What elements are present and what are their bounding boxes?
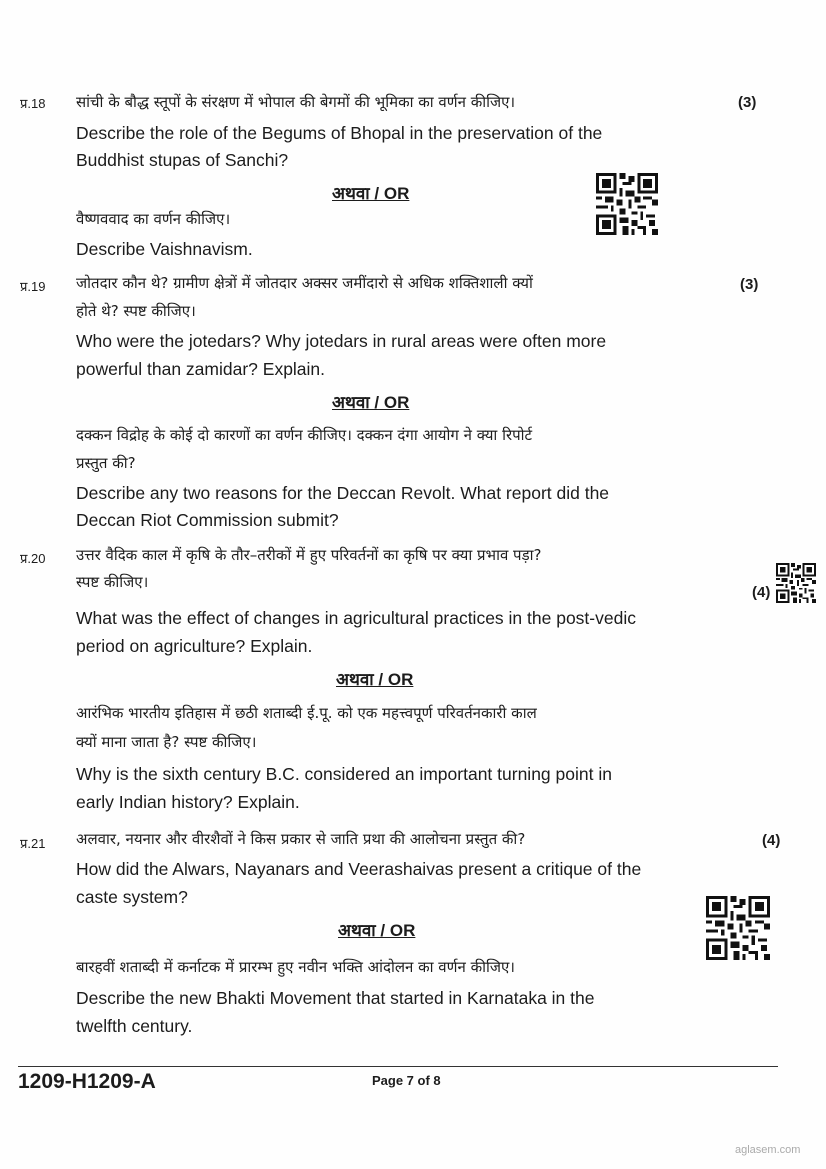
question-number: प्र.19 [20, 279, 46, 294]
or-separator: अथवा / OR [332, 184, 410, 203]
watermark: aglasem.com [735, 1144, 801, 1156]
question-marks: (3) [738, 94, 757, 111]
alternative-english-line: Deccan Riot Commission submit? [76, 510, 339, 530]
alternative-english-line: early Indian history? Explain. [76, 792, 300, 812]
question-marks: (4) [762, 832, 781, 849]
question-english-line: Describe the role of the Begums of Bhopal in the preservation of the [76, 123, 603, 143]
alternative-english-line: Describe any two reasons for the Deccan Revolt. What report did the [76, 483, 610, 503]
question-hindi-line: उत्तर वैदिक काल में कृषि के तौर–तरीकों में हुए परिवर्तनों का कृषि पर क्या प्रभाव पड़ा? [76, 546, 542, 564]
alternative-hindi-line: वैष्णववाद का वर्णन कीजिए। [76, 210, 231, 228]
footer-divider [18, 1066, 778, 1067]
question-hindi-line: सांची के बौद्ध स्तूपों के संरक्षण में भोपाल की बेगमों की भूमिका का वर्णन कीजिए। [76, 93, 516, 111]
qr-code-icon [776, 563, 816, 603]
alternative-hindi-line: क्यों माना जाता है? स्पष्ट कीजिए। [76, 733, 257, 751]
alternative-hindi-line: दक्कन विद्रोह के कोई दो कारणों का वर्णन कीजिए। दक्कन दंगा आयोग ने क्या रिपोर्ट [76, 426, 533, 444]
question-number: प्र.20 [20, 551, 46, 566]
or-separator: अथवा / OR [332, 393, 410, 412]
alternative-hindi-line: बारहवीं शताब्दी में कर्नाटक में प्रारम्भ हुए नवीन भक्ति आंदोलन का वर्णन कीजिए। [76, 958, 515, 976]
paper-code: 1209-H1209-A [18, 1070, 156, 1093]
alternative-english-line: Describe the new Bhakti Movement that started in Karnataka in the [76, 988, 595, 1008]
question-english-line: What was the effect of changes in agricultural practices in the post-vedic [76, 608, 636, 628]
question-number: प्र.21 [20, 836, 46, 851]
or-separator: अथवा / OR [336, 670, 414, 689]
question-english-line: period on agriculture? Explain. [76, 636, 313, 656]
or-separator: अथवा / OR [338, 921, 416, 940]
alternative-english-line: Describe Vaishnavism. [76, 239, 253, 259]
question-english-line: Who were the jotedars? Why jotedars in rural areas were often more [76, 331, 607, 351]
question-hindi-line: होते थे? स्पष्ट कीजिए। [76, 302, 196, 320]
question-hindi-line: जोतदार कौन थे? ग्रामीण क्षेत्रों में जोतदार अक्सर जमींदारो से अधिक शक्तिशाली क्यों [76, 274, 533, 292]
question-english-line: Buddhist stupas of Sanchi? [76, 150, 289, 170]
alternative-hindi-line: आरंभिक भारतीय इतिहास में छठी शताब्दी ई.पू. को एक महत्त्वपूर्ण परिवर्तनकारी काल [76, 704, 537, 722]
alternative-english-line: twelfth century. [76, 1016, 193, 1036]
question-hindi-line: स्पष्ट कीजिए। [76, 573, 149, 591]
question-marks: (4) [752, 584, 771, 601]
qr-code-icon [596, 173, 658, 235]
qr-code-icon [706, 896, 770, 960]
question-english-line: powerful than zamidar? Explain. [76, 359, 326, 379]
question-marks: (3) [740, 276, 759, 293]
page-number: Page 7 of 8 [372, 1073, 441, 1088]
question-hindi-line: अलवार, नयनार और वीरशैवों ने किस प्रकार से जाति प्रथा की आलोचना प्रस्तुत की? [76, 830, 526, 848]
question-number: प्र.18 [20, 96, 46, 111]
question-english-line: How did the Alwars, Nayanars and Veerashaivas present a critique of the [76, 859, 642, 879]
alternative-hindi-line: प्रस्तुत की? [76, 454, 136, 472]
question-english-line: caste system? [76, 887, 188, 907]
alternative-english-line: Why is the sixth century B.C. considered an important turning point in [76, 764, 612, 784]
